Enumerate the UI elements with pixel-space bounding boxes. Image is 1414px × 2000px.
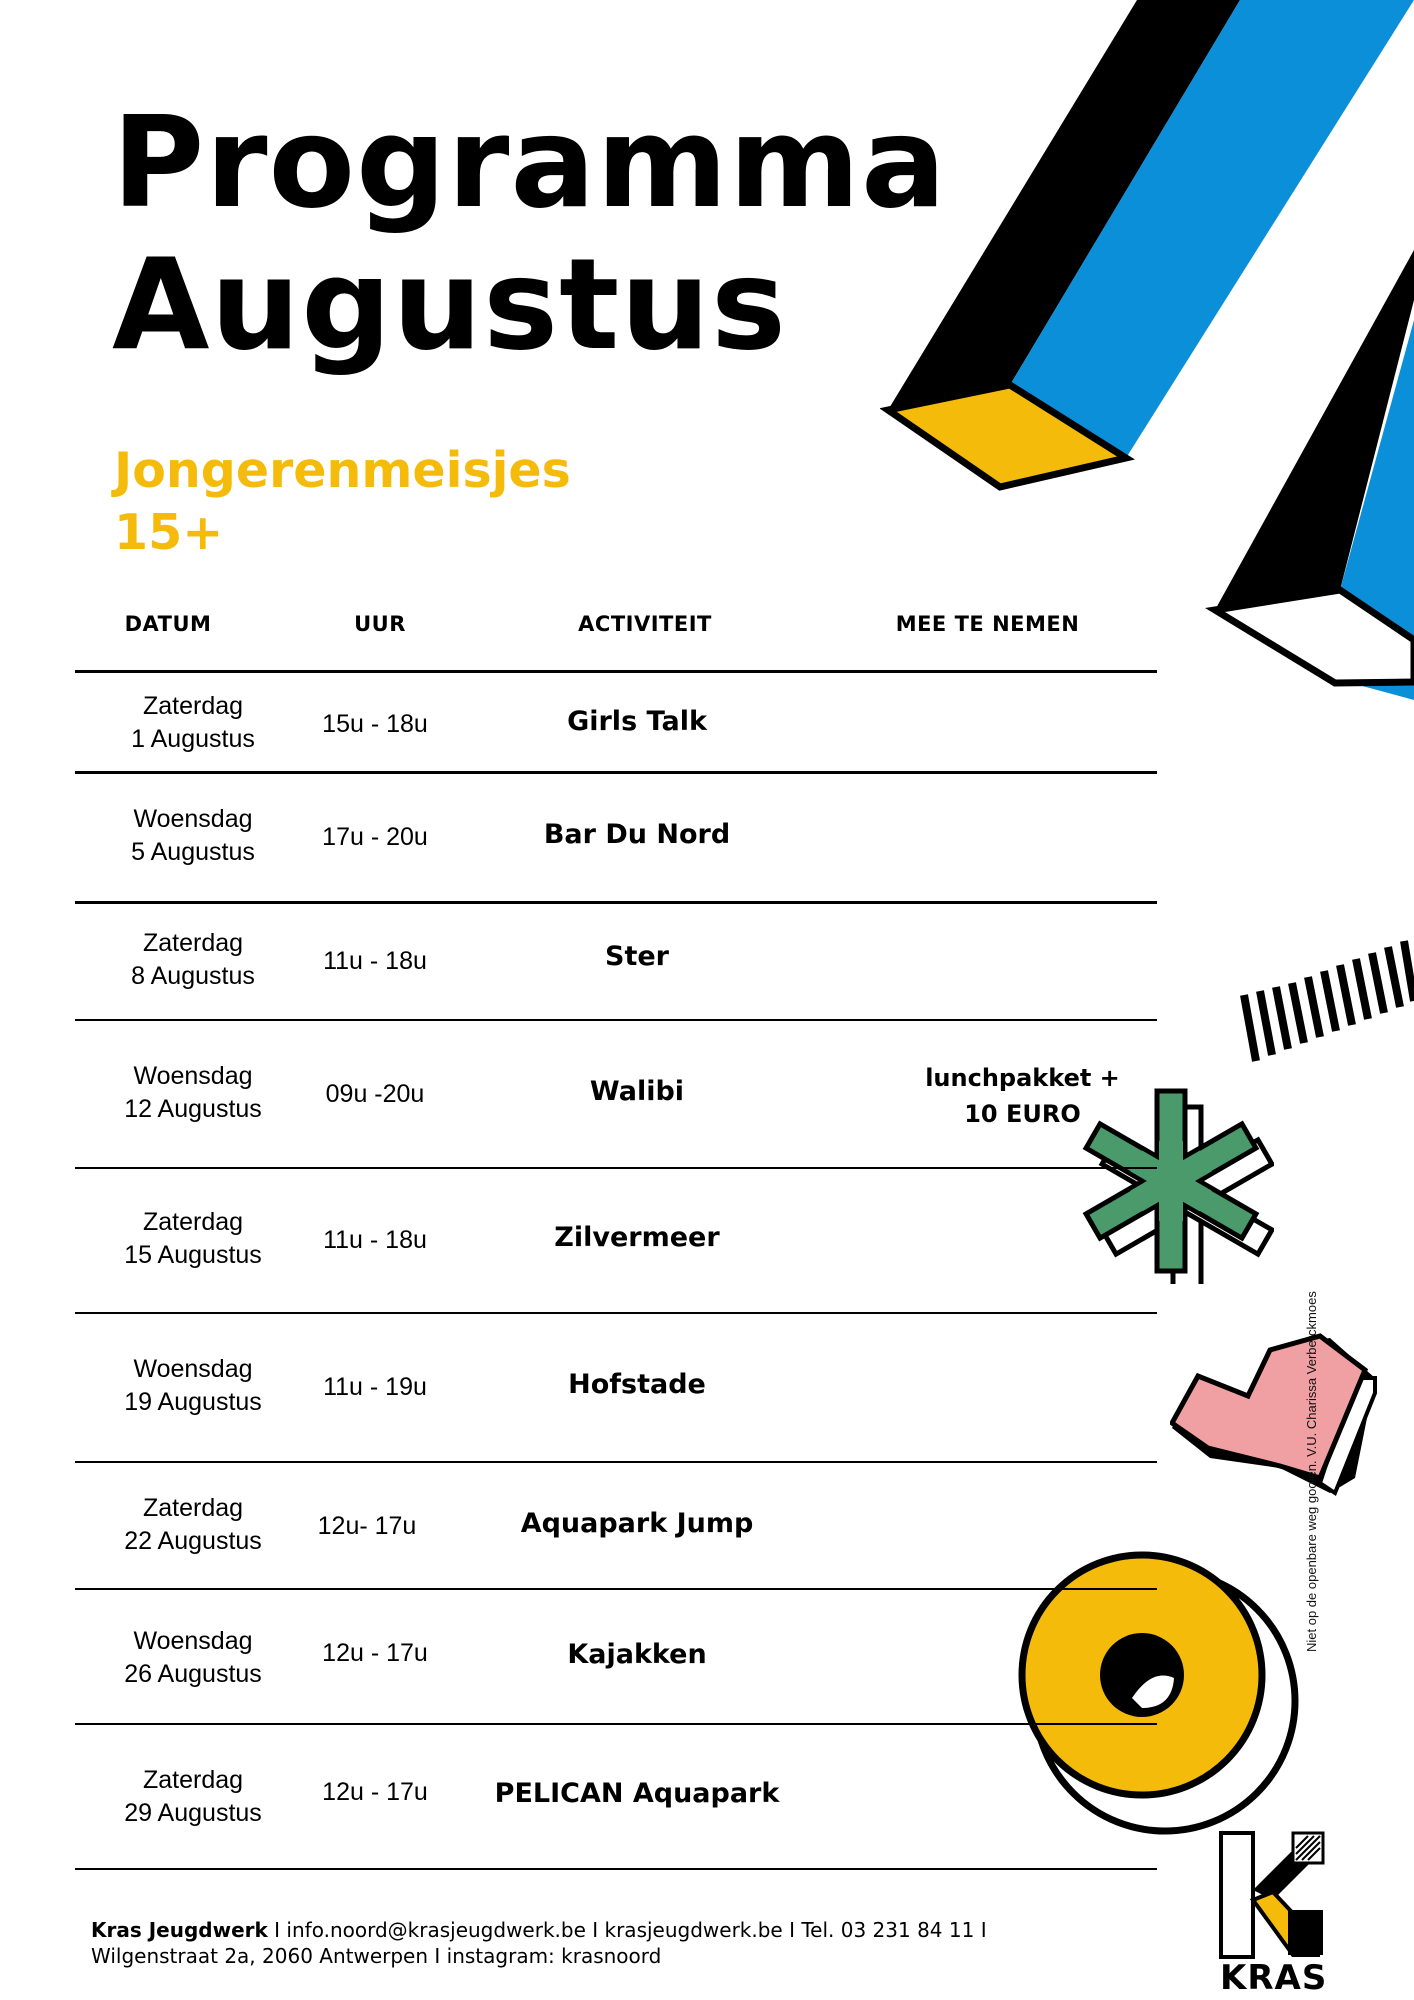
row-time: 12u - 17u xyxy=(322,1639,428,1667)
page-subtitle xyxy=(114,440,571,564)
header-activiteit: ACTIVITEIT xyxy=(578,612,712,636)
row-activity: PELICAN Aquapark xyxy=(494,1778,780,1809)
header-uur: UUR xyxy=(354,612,406,636)
row-activity: Walibi xyxy=(589,1076,685,1107)
row-day: Zaterdag xyxy=(142,1494,244,1522)
row-time: 15u - 18u xyxy=(322,710,428,738)
row-date-text: 29 Augustus xyxy=(124,1799,262,1827)
footer-org: Kras Jeugdwerk xyxy=(91,1918,268,1942)
divider xyxy=(75,1868,1157,1870)
divider xyxy=(75,670,1157,673)
row-date xyxy=(108,1492,278,1558)
footer-contact: I info.noord@krasjeugdwerk.be I krasjeugdwerk.be I Tel. 03 231 84 11 I xyxy=(267,1918,987,1942)
row-date xyxy=(108,927,278,993)
divider xyxy=(75,1312,1157,1314)
row-date xyxy=(108,1060,278,1126)
row-date-text: 15 Augustus xyxy=(124,1241,262,1269)
row-time: 12u - 17u xyxy=(322,1778,428,1806)
row-activity: Ster xyxy=(605,941,669,972)
row-date xyxy=(108,803,278,869)
row-activity: Kajakken xyxy=(567,1639,707,1670)
row-bring-line-1: lunchpakket + xyxy=(925,1064,1120,1092)
kras-logo-icon xyxy=(1218,1830,1330,1960)
row-time: 11u - 19u xyxy=(323,1373,427,1401)
row-date-text: 26 Augustus xyxy=(124,1660,262,1688)
row-date-text: 19 Augustus xyxy=(124,1388,262,1416)
l-block-shape xyxy=(1170,1318,1380,1508)
page-title xyxy=(112,89,948,378)
divider xyxy=(75,1588,1157,1590)
row-activity: Bar Du Nord xyxy=(543,819,731,850)
row-bring xyxy=(880,1060,1165,1132)
row-date xyxy=(108,1625,278,1691)
row-activity: Zilvermeer xyxy=(554,1222,720,1253)
row-day: Zaterdag xyxy=(142,929,244,957)
title-line-1: Programma xyxy=(112,89,948,236)
row-date-text: 1 Augustus xyxy=(131,725,255,753)
divider xyxy=(75,771,1157,774)
divider xyxy=(75,901,1157,904)
divider xyxy=(75,1461,1157,1463)
row-time: 09u -20u xyxy=(325,1080,425,1108)
row-date xyxy=(108,690,278,756)
row-time: 17u - 20u xyxy=(322,823,428,851)
divider xyxy=(75,1167,1157,1169)
row-bring-line-2: 10 EURO xyxy=(964,1100,1081,1128)
row-day: Zaterdag xyxy=(142,1208,244,1236)
row-day: Woensdag xyxy=(133,1355,253,1383)
row-day: Woensdag xyxy=(133,805,253,833)
header-mee-te-nemen: MEE TE NEMEN xyxy=(895,612,1080,636)
row-date-text: 12 Augustus xyxy=(124,1095,262,1123)
diagonal-stripes-decoration xyxy=(1238,935,1414,1065)
logo-text: KRAS xyxy=(1220,1958,1328,1998)
row-date xyxy=(108,1206,278,1272)
row-date xyxy=(108,1353,278,1419)
row-activity: Aquapark Jump xyxy=(520,1508,754,1539)
footer-address: Wilgenstraat 2a, 2060 Antwerpen I instagram: krasnoord xyxy=(91,1944,662,1968)
side-note: Niet op de openbare weg gooien. V.U. Charissa Verberckmoes xyxy=(1304,1291,1319,1652)
row-activity: Hofstade xyxy=(568,1369,706,1400)
subtitle-line-2: 15+ xyxy=(114,504,224,561)
row-date-text: 22 Augustus xyxy=(124,1527,262,1555)
row-day: Zaterdag xyxy=(142,692,244,720)
row-time: 12u- 17u xyxy=(317,1512,417,1540)
row-day: Woensdag xyxy=(133,1627,253,1655)
title-line-2: Augustus xyxy=(112,231,788,378)
row-day: Zaterdag xyxy=(142,1766,244,1794)
row-date xyxy=(108,1764,278,1830)
footer xyxy=(91,1917,1091,1969)
row-time: 11u - 18u xyxy=(323,1226,427,1254)
row-date-text: 8 Augustus xyxy=(131,962,255,990)
ring-shape xyxy=(1012,1548,1312,1838)
diagonal-bars-decoration xyxy=(880,0,1414,700)
header-datum: DATUM xyxy=(124,612,212,636)
row-date-text: 5 Augustus xyxy=(131,838,255,866)
subtitle-line-1: Jongerenmeisjes xyxy=(114,442,571,499)
divider xyxy=(75,1723,1157,1725)
row-day: Woensdag xyxy=(133,1062,253,1090)
divider xyxy=(75,1019,1157,1021)
row-activity: Girls Talk xyxy=(567,706,707,737)
row-time: 11u - 18u xyxy=(323,947,427,975)
